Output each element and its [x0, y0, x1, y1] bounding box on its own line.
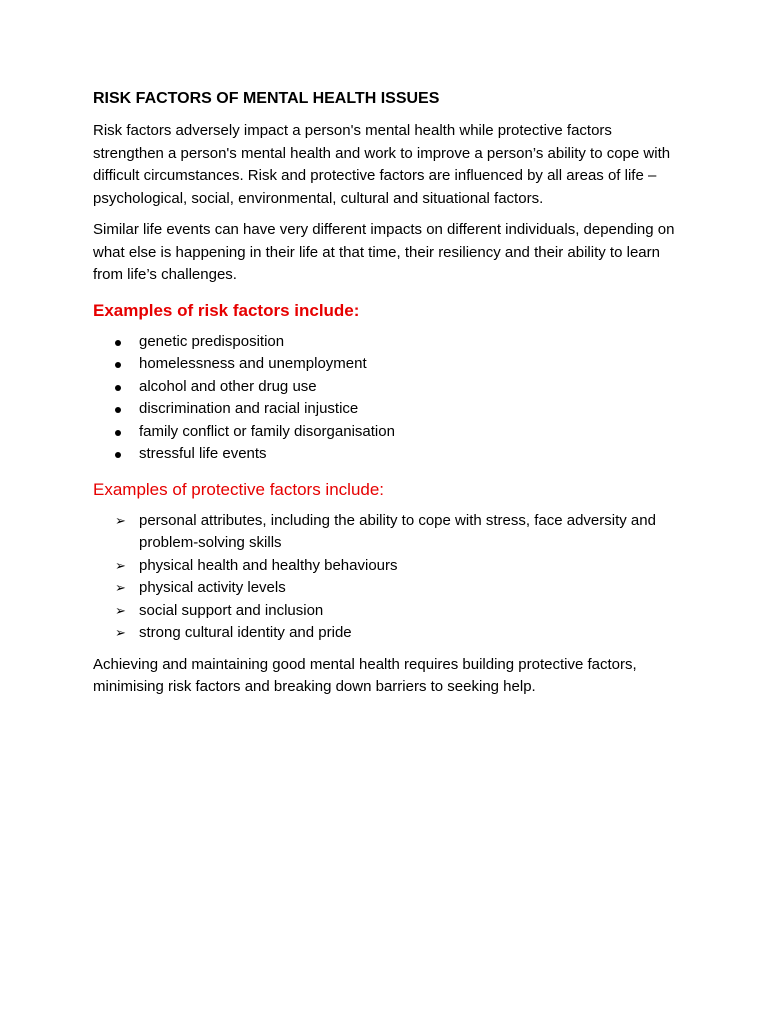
arrow-bullet-icon: ➢: [115, 580, 126, 595]
arrow-bullet-icon: ➢: [115, 557, 126, 573]
protective-factors-list: [93, 510, 683, 645]
list-item: [93, 443, 683, 466]
list-item: [93, 555, 683, 578]
intro-paragraph: Similar life events can have very different impacts on different individuals, depending on what else is happening in their life at that time, their resiliency and their ability to learn from life’s challenges.: [93, 221, 675, 283]
bullet-dot-icon: [115, 340, 121, 346]
bullet-dot-icon: [115, 376, 131, 399]
closing-paragraph: Achieving and maintaining good mental health requires building protective factors, minimising risk factors and breaking down barriers to seeking help.: [93, 655, 637, 695]
list-item-text: family conflict or family disorganisation: [139, 422, 395, 440]
bullet-dot-icon: [115, 398, 131, 421]
bullet-dot-icon: [115, 353, 131, 376]
arrow-bullet-icon: ➢: [115, 602, 126, 618]
list-item: [93, 353, 683, 376]
list-item: [93, 600, 683, 623]
document-title: RISK FACTORS OF MENTAL HEALTH ISSUES: [93, 90, 440, 107]
bullet-dot-icon: [115, 430, 121, 436]
risk-factors-heading: Examples of risk factors include:: [93, 300, 360, 320]
list-item-text: discrimination and racial injustice: [139, 400, 359, 417]
bullet-dot-icon: [115, 331, 131, 354]
list-item-text: genetic predisposition: [139, 332, 285, 350]
intro-paragraph: Risk factors adversely impact a person's mental health while protective factors strengthen a person's mental health and work to improve a person’s ability to cope with difficult circumstances. Risk and protective factors are influenced by all areas of life – psychological, social, environmental, cultural and situational factors.: [93, 122, 671, 207]
bullet-dot-icon: [115, 385, 121, 391]
bullet-dot-icon: [115, 452, 121, 458]
list-item-text: strong cultural identity and pride: [139, 624, 352, 641]
list-item-text: stressful life events: [139, 445, 267, 462]
list-item-text: homelessness and unemployment: [139, 355, 367, 372]
protective-factors-heading: Examples of protective factors include:: [93, 479, 385, 499]
list-item-text: alcohol and other drug use: [139, 377, 317, 395]
arrow-bullet-icon: [115, 555, 131, 578]
list-item: [93, 398, 683, 421]
arrow-bullet-icon: [115, 510, 131, 533]
bullet-dot-icon: [115, 362, 121, 368]
list-item: [93, 577, 683, 600]
list-item-text: personal attributes, including the ability to cope with stress, face adversity and problem-solving skills: [139, 511, 656, 551]
list-item: [93, 331, 683, 354]
list-item: [93, 622, 683, 645]
arrow-bullet-icon: [115, 600, 131, 623]
list-item: [93, 376, 683, 399]
bullet-dot-icon: [115, 407, 121, 413]
document-page: [93, 88, 683, 708]
arrow-bullet-icon: [115, 577, 131, 600]
list-item-text: social support and inclusion: [139, 601, 324, 619]
list-item: [93, 421, 683, 444]
arrow-bullet-icon: ➢: [115, 625, 126, 640]
list-item-text: physical activity levels: [139, 579, 286, 596]
list-item-text: physical health and healthy behaviours: [139, 556, 398, 574]
bullet-dot-icon: [115, 443, 131, 466]
bullet-dot-icon: [115, 421, 131, 444]
arrow-bullet-icon: ➢: [115, 512, 126, 528]
list-item: [93, 510, 683, 555]
risk-factors-list: [93, 331, 683, 466]
arrow-bullet-icon: [115, 622, 131, 645]
